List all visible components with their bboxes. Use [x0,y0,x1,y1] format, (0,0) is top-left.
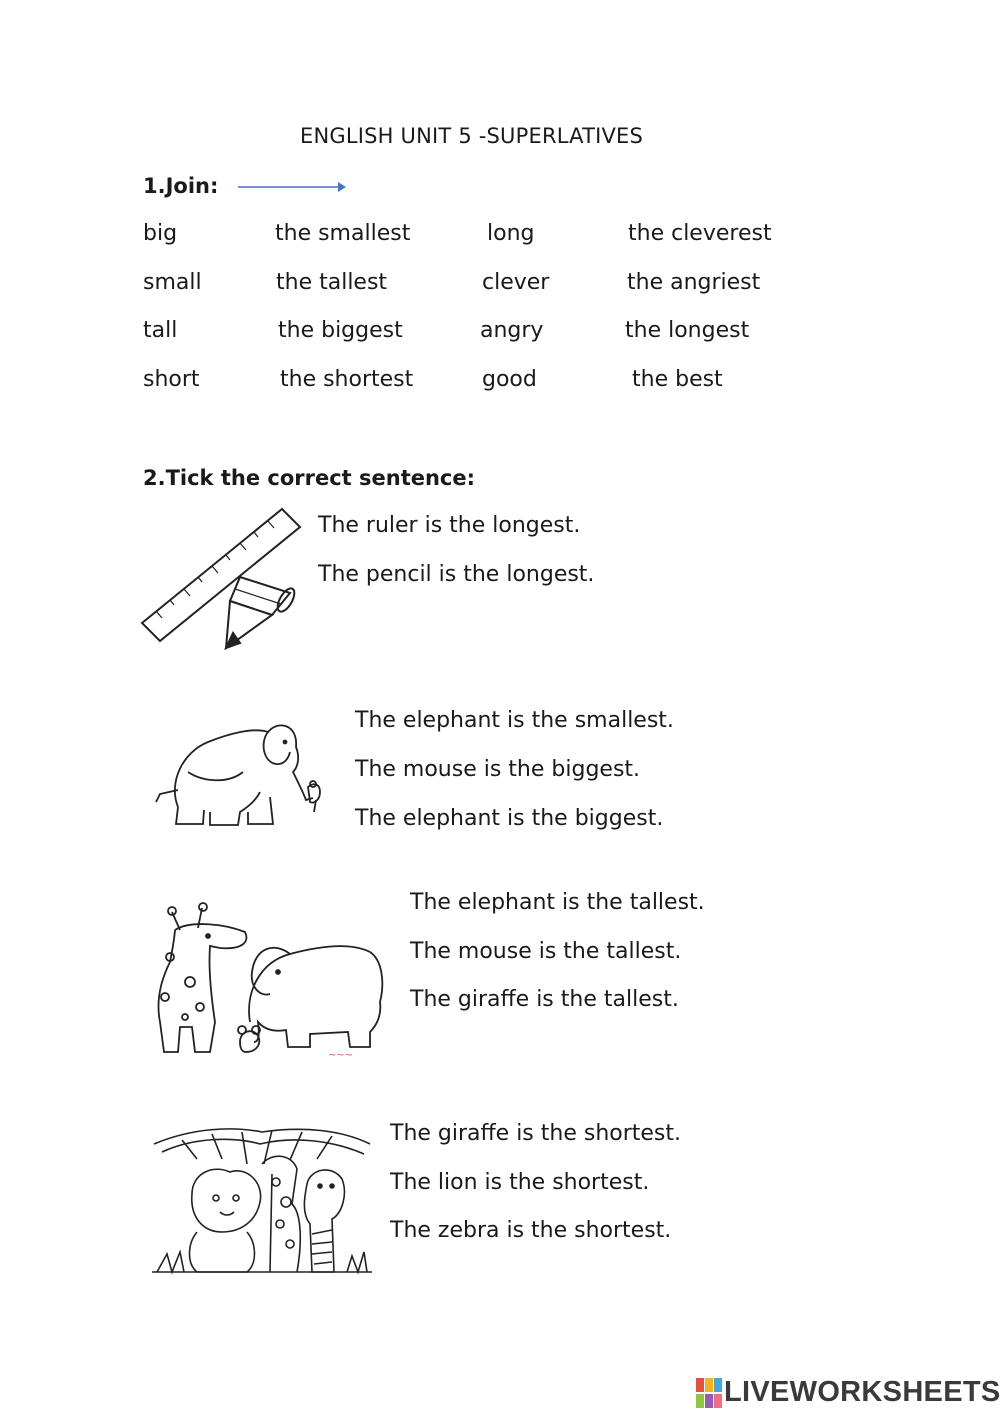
join-word: tall [143,318,178,343]
join-word: the biggest [278,318,403,343]
sentence-option[interactable]: The mouse is the tallest. [410,939,682,964]
section-2-heading: 2.Tick the correct sentence: [143,466,476,490]
page-title: ENGLISH UNIT 5 -SUPERLATIVES [300,124,644,148]
sentence-option[interactable]: The lion is the shortest. [390,1170,650,1195]
liveworksheets-logo-icon [696,1378,722,1408]
liveworksheets-logo-text[interactable]: LIVEWORKSHEETS [724,1376,1000,1408]
join-word: the angriest [627,270,761,295]
join-word: big [143,221,178,246]
join-word: angry [480,318,544,343]
section-1-heading: 1.Join: [143,174,219,198]
giraffe-elephant-mouse-image [150,902,395,1060]
join-word: small [143,270,202,295]
svg-text:~~~: ~~~ [328,1050,354,1061]
join-word: the best [632,367,723,392]
join-word: the smallest [275,221,411,246]
join-word: the shortest [280,367,414,392]
join-word: the cleverest [628,221,772,246]
sentence-option[interactable]: The pencil is the longest. [318,562,595,587]
arrow-right-icon [238,180,348,194]
sentence-option[interactable]: The mouse is the biggest. [355,757,641,782]
ruler-and-pencil-image [140,505,305,653]
sentence-option[interactable]: The zebra is the shortest. [390,1218,672,1243]
join-word: the tallest [276,270,388,295]
elephant-and-mouse-image [148,712,338,832]
lion-giraffe-zebra-image [152,1124,372,1276]
sentence-option[interactable]: The ruler is the longest. [318,513,581,538]
join-word: clever [482,270,550,295]
sentence-option[interactable]: The giraffe is the shortest. [390,1121,682,1146]
join-word: short [143,367,200,392]
join-word: good [482,367,537,392]
join-word: long [487,221,535,246]
sentence-option[interactable]: The elephant is the tallest. [410,890,705,915]
join-word: the longest [625,318,750,343]
sentence-option[interactable]: The giraffe is the tallest. [410,987,679,1012]
sentence-option[interactable]: The elephant is the smallest. [355,708,674,733]
sentence-option[interactable]: The elephant is the biggest. [355,806,664,831]
